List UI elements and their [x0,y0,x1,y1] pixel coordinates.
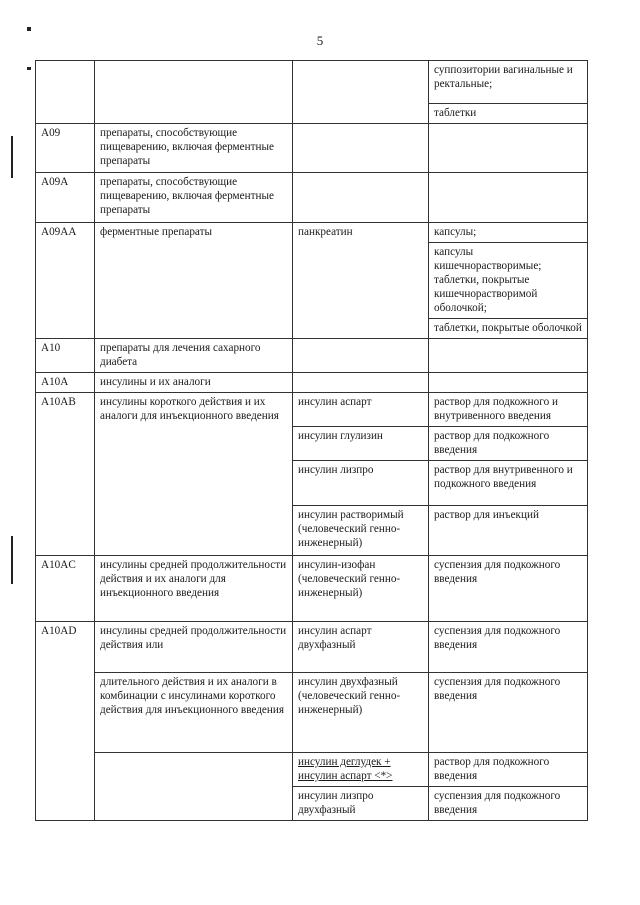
form-cell: капсулы; [429,223,588,243]
drug-cell: инсулин-изофан (человеческий генно-инженерный) [293,556,429,622]
scan-mark-top2 [27,67,31,70]
form-cell: суспензия для подкожного введения [429,622,588,673]
table-row [36,556,588,622]
code-cell: A10 [36,339,95,373]
form-cell: таблетки [429,104,588,124]
drug-table [35,60,588,821]
form-cell: суспензия для подкожного введения [429,787,588,821]
scan-mark-top [27,27,31,31]
drug-cell: инсулин растворимый (человеческий генно-инженерный) [293,506,429,556]
code-cell: A09 [36,124,95,173]
drug-cell [293,173,429,223]
code-cell: A10A [36,373,95,393]
binder-mark-left [11,136,13,178]
binder-mark-left2 [11,536,13,584]
code-cell: A09A [36,173,95,223]
name-cell: препараты, способствующие пищеварению, включая ферментные препараты [95,173,293,223]
name-cell: препараты, способствующие пищеварению, включая ферментные препараты [95,124,293,173]
drug-cell: инсулин аспарт [293,393,429,427]
form-cell: раствор для подкожного и внутривенного введения [429,393,588,427]
form-cell: раствор для внутривенного и подкожного введения [429,461,588,506]
name-cell [95,753,293,787]
name-cell: инсулины короткого действия и их аналоги для инъекционного введения [95,393,293,556]
table-row [36,622,588,673]
name-cell: инсулины средней продолжительности действия или [95,622,293,673]
drug-cell [293,61,429,124]
table-row [36,673,588,753]
code-cell [36,61,95,124]
name-cell: препараты для лечения сахарного диабета [95,339,293,373]
code-cell: A10AD [36,622,95,821]
name-cell: инсулины средней продолжительности действия и их аналоги для инъекционного введения [95,556,293,622]
drug-cell: панкреатин [293,223,429,339]
drug-cell: инсулин двухфазный (человеческий генно-инженерный) [293,673,429,753]
table-row [36,373,588,393]
drug-name: инсулин деглудек + инсулин аспарт <*> [298,756,393,782]
form-cell: суспензия для подкожного введения [429,556,588,622]
table-row [36,61,588,104]
name-cell: длительного действия и их аналоги в комбинации с инсулинами короткого действия для инъекционного введения [95,673,293,753]
table-row [36,787,588,821]
drug-cell: инсулин лизпро [293,461,429,506]
table-row [36,223,588,243]
form-cell [429,373,588,393]
code-cell: A09AA [36,223,95,339]
form-cell [429,173,588,223]
drug-cell: инсулин аспарт двухфазный [293,622,429,673]
form-cell: таблетки, покрытые оболочкой [429,319,588,339]
drug-cell: инсулин лизпро двухфазный [293,787,429,821]
table-row [36,339,588,373]
form-cell: суппозитории вагинальные и ректальные; [429,61,588,104]
page-number: 5 [316,33,324,48]
form-cell [429,339,588,373]
name-cell: инсулины и их аналоги [95,373,293,393]
form-cell: раствор для подкожного введения [429,427,588,461]
table-row [36,124,588,173]
code-cell: A10AB [36,393,95,556]
form-cell [429,124,588,173]
name-cell: ферментные препараты [95,223,293,339]
drug-cell [293,753,429,787]
drug-cell [293,124,429,173]
form-cell: раствор для подкожного введения [429,753,588,787]
form-cell: суспензия для подкожного введения [429,673,588,753]
table-row [36,393,588,427]
form-cell: раствор для инъекций [429,506,588,556]
name-cell [95,787,293,821]
form-cell: капсулы кишечнорастворимые; таблетки, покрытые кишечнорастворимой оболочкой; [429,243,588,319]
table-row [36,753,588,787]
name-cell [95,61,293,124]
table-row [36,173,588,223]
drug-cell: инсулин глулизин [293,427,429,461]
drug-cell [293,373,429,393]
code-cell: A10AC [36,556,95,622]
drug-cell [293,339,429,373]
